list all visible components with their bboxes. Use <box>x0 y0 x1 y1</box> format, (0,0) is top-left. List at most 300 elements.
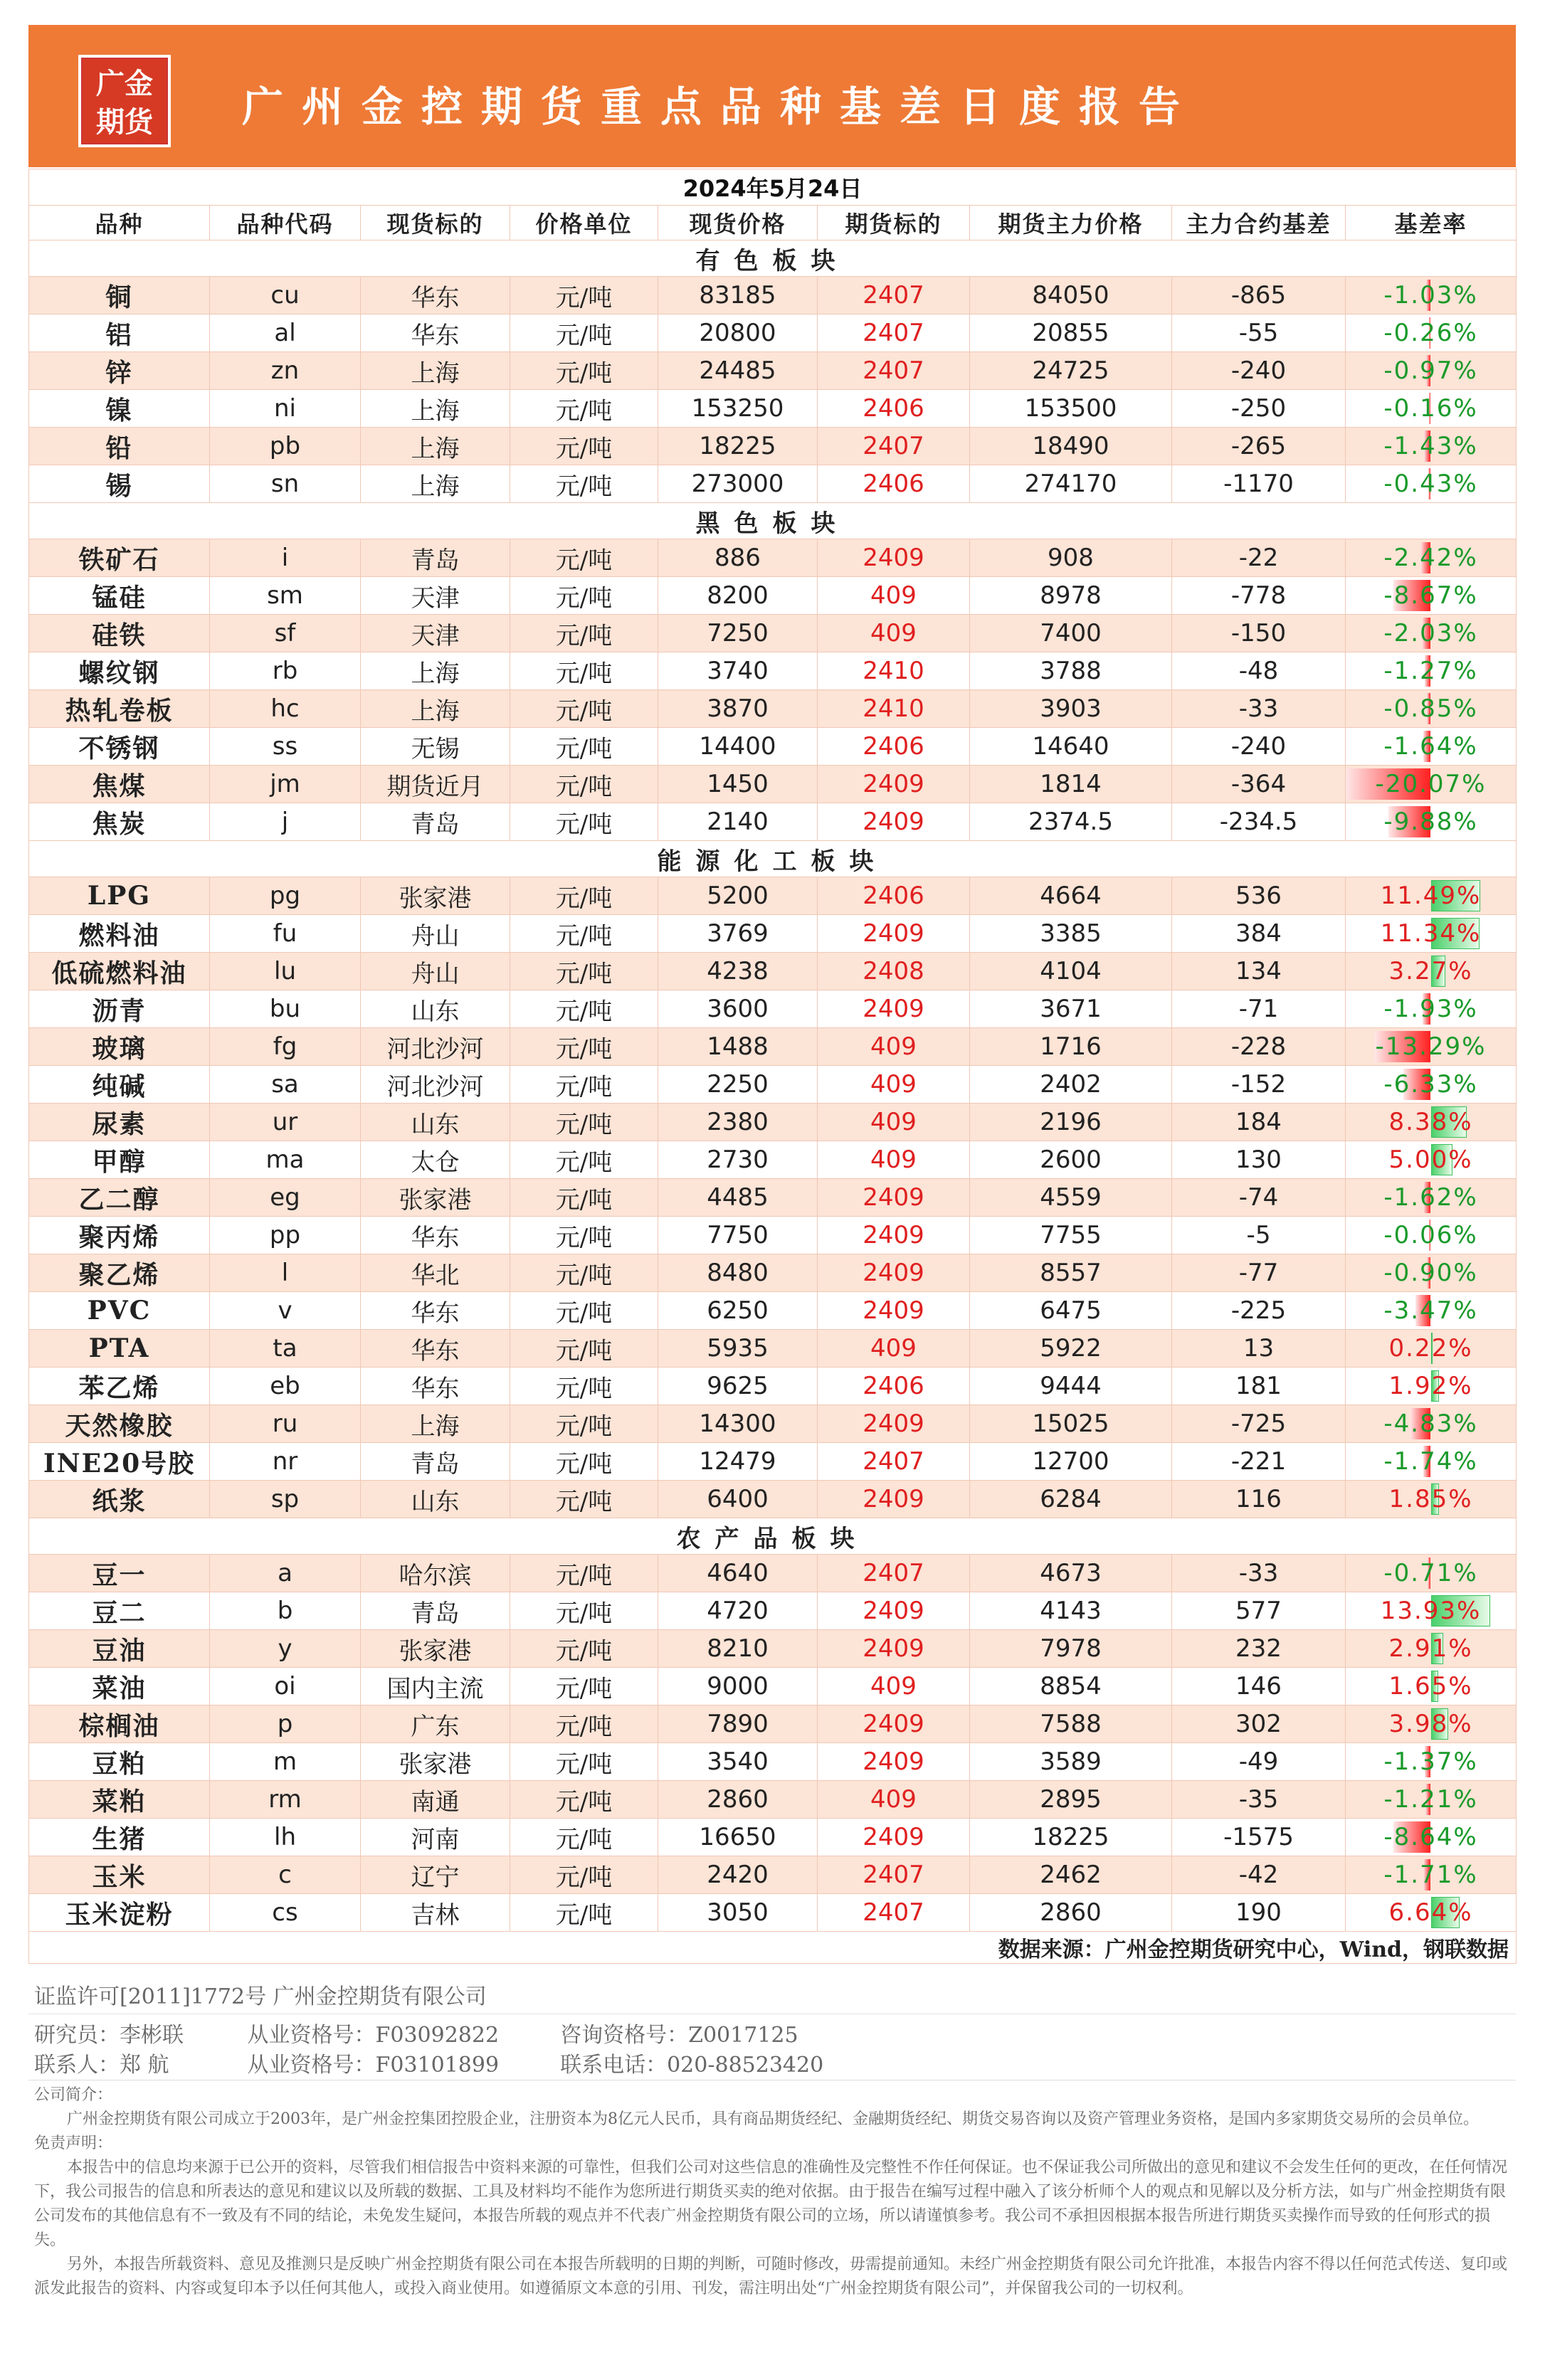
futures-price: 4673 <box>970 1555 1172 1592</box>
spot-price: 14300 <box>658 1405 818 1443</box>
futures-contract: 2409 <box>818 1254 970 1292</box>
basis-rate-text: 11.34% <box>1380 919 1482 948</box>
futures-price: 4559 <box>970 1179 1172 1217</box>
price-unit: 元/吨 <box>510 915 658 953</box>
spot-price: 153250 <box>658 390 818 428</box>
price-unit: 元/吨 <box>510 1330 658 1368</box>
basis-value: -1575 <box>1172 1819 1346 1856</box>
commodity-name: 豆一 <box>29 1555 210 1592</box>
spot-price: 18225 <box>658 428 818 465</box>
commodity-code: bu <box>210 990 361 1028</box>
commodity-name: 生猪 <box>29 1819 210 1856</box>
spot-price: 83185 <box>658 277 818 314</box>
commodity-code: lu <box>210 953 361 990</box>
logo-line-1: 广金 <box>96 67 153 100</box>
basis-rate-text: 3.98% <box>1388 1710 1473 1738</box>
spot-price: 4238 <box>658 953 818 990</box>
futures-contract: 409 <box>818 615 970 652</box>
researcher-qualification: 从业资格号：F03092822 <box>247 2023 500 2048</box>
spot-location: 舟山 <box>361 915 510 953</box>
spot-price: 4485 <box>658 1179 818 1217</box>
table-row <box>29 465 1517 503</box>
futures-contract: 2406 <box>818 390 970 428</box>
commodity-name: 天然橡胶 <box>29 1405 210 1443</box>
futures-contract: 2406 <box>818 465 970 503</box>
basis-rate <box>1346 1705 1517 1743</box>
futures-price: 2462 <box>970 1856 1172 1894</box>
spot-location: 华东 <box>361 277 510 314</box>
commodity-name: LPG <box>29 877 210 915</box>
commodity-code: p <box>210 1705 361 1743</box>
license-line: 证监许可[2011]1772号 广州金控期货有限公司 <box>28 1980 1516 2014</box>
basis-value: -42 <box>1172 1856 1346 1894</box>
basis-rate <box>1346 615 1517 652</box>
disclaimer-title: 免责声明： <box>34 2135 113 2152</box>
table-row <box>29 1856 1517 1894</box>
basis-value: -48 <box>1172 652 1346 690</box>
basis-value: -221 <box>1172 1443 1346 1481</box>
futures-contract: 409 <box>818 1104 970 1141</box>
spot-price: 1450 <box>658 766 818 803</box>
futures-price: 4104 <box>970 953 1172 990</box>
basis-rate-text: -1.21% <box>1383 1785 1478 1814</box>
basis-value: -49 <box>1172 1743 1346 1781</box>
basis-value: -228 <box>1172 1028 1346 1066</box>
basis-rate-text: -20.07% <box>1375 770 1487 798</box>
basis-value: 536 <box>1172 877 1346 915</box>
spot-price: 20800 <box>658 314 818 352</box>
basis-rate <box>1346 1028 1517 1066</box>
commodity-code: nr <box>210 1443 361 1481</box>
basis-rate <box>1346 1630 1517 1668</box>
column-header: 现货标的 <box>361 206 510 240</box>
table-row <box>29 1592 1517 1630</box>
futures-contract: 409 <box>818 577 970 615</box>
column-header: 品种代码 <box>210 206 361 240</box>
basis-value: 134 <box>1172 953 1346 990</box>
futures-contract: 409 <box>818 1781 970 1819</box>
futures-contract: 409 <box>818 1141 970 1179</box>
spot-location: 华东 <box>361 1292 510 1330</box>
commodity-name: 焦炭 <box>29 803 210 841</box>
table-row <box>29 1555 1517 1592</box>
futures-contract: 2409 <box>818 1405 970 1443</box>
basis-rate-text: -1.64% <box>1383 732 1478 761</box>
basis-value: 577 <box>1172 1592 1346 1630</box>
spot-price: 2140 <box>658 803 818 841</box>
commodity-name: 菜油 <box>29 1668 210 1705</box>
price-unit: 元/吨 <box>510 615 658 652</box>
futures-price: 274170 <box>970 465 1172 503</box>
futures-price: 20855 <box>970 314 1172 352</box>
basis-rate <box>1346 465 1517 503</box>
basis-rate <box>1346 652 1517 690</box>
futures-contract: 2407 <box>818 1443 970 1481</box>
spot-price: 8200 <box>658 577 818 615</box>
spot-location: 华东 <box>361 1217 510 1254</box>
futures-contract: 2409 <box>818 1705 970 1743</box>
basis-rate <box>1346 1066 1517 1104</box>
futures-price: 7978 <box>970 1630 1172 1668</box>
basis-rate <box>1346 1781 1517 1819</box>
price-unit: 元/吨 <box>510 1555 658 1592</box>
futures-price: 4143 <box>970 1592 1172 1630</box>
futures-price: 3385 <box>970 915 1172 953</box>
spot-location: 青岛 <box>361 539 510 577</box>
commodity-name: 沥青 <box>29 990 210 1028</box>
table-row <box>29 1630 1517 1668</box>
futures-contract: 2410 <box>818 652 970 690</box>
basis-rate-text: 6.64% <box>1388 1898 1473 1927</box>
commodity-code: eb <box>210 1368 361 1405</box>
basis-rate-text: -0.85% <box>1383 694 1478 723</box>
commodity-code: ta <box>210 1330 361 1368</box>
spot-price: 7750 <box>658 1217 818 1254</box>
price-unit: 元/吨 <box>510 1254 658 1292</box>
table-row <box>29 352 1517 390</box>
spot-location: 华北 <box>361 1254 510 1292</box>
commodity-code: jm <box>210 766 361 803</box>
basis-rate <box>1346 728 1517 766</box>
table-row <box>29 1179 1517 1217</box>
basis-rate-text: 3.27% <box>1388 957 1473 985</box>
futures-contract: 2406 <box>818 1368 970 1405</box>
column-header: 基差率 <box>1346 206 1517 240</box>
spot-location: 华东 <box>361 1368 510 1405</box>
spot-price: 3050 <box>658 1894 818 1932</box>
basis-rate-text: -0.71% <box>1383 1559 1478 1587</box>
spot-price: 6400 <box>658 1481 818 1518</box>
basis-rate <box>1346 990 1517 1028</box>
table-row <box>29 1405 1517 1443</box>
basis-rate <box>1346 953 1517 990</box>
commodity-name: 热轧卷板 <box>29 690 210 728</box>
price-unit: 元/吨 <box>510 277 658 314</box>
commodity-code: pp <box>210 1217 361 1254</box>
contact-qualification: 从业资格号：F03101899 <box>247 2053 500 2078</box>
spot-price: 2380 <box>658 1104 818 1141</box>
basis-rate-text: -0.26% <box>1383 319 1478 347</box>
price-unit: 元/吨 <box>510 428 658 465</box>
table-row <box>29 1894 1517 1932</box>
table-row <box>29 1368 1517 1405</box>
futures-contract: 2407 <box>818 1555 970 1592</box>
futures-price: 2895 <box>970 1781 1172 1819</box>
spot-location: 上海 <box>361 652 510 690</box>
futures-contract: 409 <box>818 1028 970 1066</box>
basis-rate <box>1346 803 1517 841</box>
commodity-code: ur <box>210 1104 361 1141</box>
researcher-consult-number: 咨询资格号：Z0017125 <box>560 2023 798 2048</box>
futures-contract: 2407 <box>818 352 970 390</box>
basis-rate <box>1346 1856 1517 1894</box>
basis-rate <box>1346 1217 1517 1254</box>
basis-rate-text: 5.00% <box>1388 1146 1473 1174</box>
commodity-code: rm <box>210 1781 361 1819</box>
disclaimer-paragraph-1: 本报告中的信息均来源于已公开的资料，尽管我们相信报告中资料来源的可靠性，但我们公司对这些信息的准确性及完整性不作任何保证。也不保证我公司所做出的意见和建议不会发生任何的更改，在任何情况下，我公司报告的信息和所表达的意见和建议以及所载的数据、工具及材料均不能作为您所进行期货买卖的绝对依据。由于报告在编写过程中融入了该分析师个人的观点和见解以及分析方法，如与广州金控期货有限公司发布的其他信息有不一致及有不同的结论，未免发生疑问，本报告所载的观点并不代表广州金控期货有限公司的立场，所以请谨慎参考。我公司不承担因根据本报告所进行期货买卖操作而导致的任何形式的损失。 <box>34 2159 1508 2249</box>
futures-contract: 2409 <box>818 1743 970 1781</box>
commodity-name: 聚乙烯 <box>29 1254 210 1292</box>
commodity-code: ni <box>210 390 361 428</box>
basis-value: -225 <box>1172 1292 1346 1330</box>
table-row <box>29 1292 1517 1330</box>
price-unit: 元/吨 <box>510 390 658 428</box>
commodity-name: 玉米 <box>29 1856 210 1894</box>
basis-value: -1170 <box>1172 465 1346 503</box>
futures-contract: 409 <box>818 1066 970 1104</box>
basis-value: -33 <box>1172 690 1346 728</box>
spot-location: 河北沙河 <box>361 1028 510 1066</box>
futures-price: 7400 <box>970 615 1172 652</box>
futures-contract: 2410 <box>818 690 970 728</box>
basis-rate <box>1346 1141 1517 1179</box>
price-unit: 元/吨 <box>510 766 658 803</box>
spot-price: 6250 <box>658 1292 818 1330</box>
basis-rate <box>1346 915 1517 953</box>
price-unit: 元/吨 <box>510 465 658 503</box>
spot-location: 河北沙河 <box>361 1066 510 1104</box>
spot-price: 2250 <box>658 1066 818 1104</box>
futures-price: 2860 <box>970 1894 1172 1932</box>
basis-rate <box>1346 1555 1517 1592</box>
commodity-code: sm <box>210 577 361 615</box>
basis-rate <box>1346 1668 1517 1705</box>
spot-price: 3540 <box>658 1743 818 1781</box>
basis-value: 130 <box>1172 1141 1346 1179</box>
spot-price: 4720 <box>658 1592 818 1630</box>
basis-value: -778 <box>1172 577 1346 615</box>
price-unit: 元/吨 <box>510 1368 658 1405</box>
commodity-name: 纯碱 <box>29 1066 210 1104</box>
basis-rate-text: -13.29% <box>1375 1032 1487 1061</box>
spot-location: 青岛 <box>361 803 510 841</box>
section-title: 农产品板块 <box>29 1518 1517 1555</box>
spot-price: 273000 <box>658 465 818 503</box>
basis-rate-text: 1.85% <box>1388 1485 1473 1513</box>
commodity-code: sa <box>210 1066 361 1104</box>
table-row <box>29 1066 1517 1104</box>
basis-value: 13 <box>1172 1330 1346 1368</box>
commodity-name: 低硫燃料油 <box>29 953 210 990</box>
futures-price: 8854 <box>970 1668 1172 1705</box>
commodity-code: fg <box>210 1028 361 1066</box>
basis-rate-text: -4.83% <box>1383 1410 1478 1438</box>
commodity-code: fu <box>210 915 361 953</box>
price-unit: 元/吨 <box>510 1592 658 1630</box>
table-row <box>29 1819 1517 1856</box>
spot-location: 河南 <box>361 1819 510 1856</box>
commodity-name: 棕榈油 <box>29 1705 210 1743</box>
logo-line-2: 期货 <box>96 105 153 139</box>
commodity-code: y <box>210 1630 361 1668</box>
basis-rate <box>1346 428 1517 465</box>
basis-rate <box>1346 577 1517 615</box>
spot-location: 舟山 <box>361 953 510 990</box>
commodity-code: al <box>210 314 361 352</box>
futures-price: 15025 <box>970 1405 1172 1443</box>
futures-contract: 2409 <box>818 1292 970 1330</box>
price-unit: 元/吨 <box>510 1028 658 1066</box>
table-row <box>29 1028 1517 1066</box>
basis-value: -865 <box>1172 277 1346 314</box>
basis-rate-text: 11.49% <box>1380 882 1482 910</box>
commodity-code: rb <box>210 652 361 690</box>
column-header: 期货主力价格 <box>970 206 1172 240</box>
futures-price: 1814 <box>970 766 1172 803</box>
commodity-code: a <box>210 1555 361 1592</box>
price-unit: 元/吨 <box>510 990 658 1028</box>
commodity-name: 玉米淀粉 <box>29 1894 210 1932</box>
basis-rate-text: 0.22% <box>1388 1334 1473 1363</box>
contact-phone: 联系电话：020-88523420 <box>560 2053 824 2078</box>
basis-rate <box>1346 1894 1517 1932</box>
table-row <box>29 615 1517 652</box>
basis-value: 116 <box>1172 1481 1346 1518</box>
commodity-name: 尿素 <box>29 1104 210 1141</box>
basis-value: -240 <box>1172 728 1346 766</box>
section-title: 能源化工板块 <box>29 841 1517 877</box>
futures-contract: 2407 <box>818 428 970 465</box>
basis-value: 181 <box>1172 1368 1346 1405</box>
contact-name: 联系人：郑 航 <box>34 2053 169 2078</box>
researcher-name: 研究员：李彬联 <box>34 2023 184 2048</box>
spot-price: 12479 <box>658 1443 818 1481</box>
spot-location: 无锡 <box>361 728 510 766</box>
commodity-code: zn <box>210 352 361 390</box>
table-row <box>29 1481 1517 1518</box>
basis-value: -250 <box>1172 390 1346 428</box>
spot-location: 太仓 <box>361 1141 510 1179</box>
column-header: 价格单位 <box>510 206 658 240</box>
futures-price: 5922 <box>970 1330 1172 1368</box>
futures-price: 3903 <box>970 690 1172 728</box>
commodity-code: sp <box>210 1481 361 1518</box>
price-unit: 元/吨 <box>510 314 658 352</box>
futures-price: 8557 <box>970 1254 1172 1292</box>
table-row <box>29 877 1517 915</box>
spot-price: 3600 <box>658 990 818 1028</box>
commodity-code: pg <box>210 877 361 915</box>
futures-contract: 2409 <box>818 1592 970 1630</box>
spot-price: 5200 <box>658 877 818 915</box>
table-row <box>29 1330 1517 1368</box>
spot-price: 2730 <box>658 1141 818 1179</box>
futures-price: 24725 <box>970 352 1172 390</box>
futures-price: 9444 <box>970 1368 1172 1405</box>
spot-location: 哈尔滨 <box>361 1555 510 1592</box>
basis-rate <box>1346 1179 1517 1217</box>
futures-price: 12700 <box>970 1443 1172 1481</box>
data-source: 数据来源：广州金控期货研究中心，Wind，钢联数据 <box>29 1932 1517 1964</box>
price-unit: 元/吨 <box>510 1141 658 1179</box>
commodity-name: 豆油 <box>29 1630 210 1668</box>
basis-rate-text: -8.64% <box>1383 1823 1478 1851</box>
commodity-name: 不锈钢 <box>29 728 210 766</box>
commodity-code: eg <box>210 1179 361 1217</box>
table-row <box>29 390 1517 428</box>
commodity-name: PVC <box>29 1292 210 1330</box>
basis-rate-text: -2.03% <box>1383 619 1478 647</box>
section-title: 有色板块 <box>29 240 1517 277</box>
basis-rate <box>1346 352 1517 390</box>
commodity-code: v <box>210 1292 361 1330</box>
table-row <box>29 314 1517 352</box>
spot-price: 2860 <box>658 1781 818 1819</box>
commodity-name: 铁矿石 <box>29 539 210 577</box>
futures-contract: 409 <box>818 1668 970 1705</box>
commodity-name: 乙二醇 <box>29 1179 210 1217</box>
basis-rate-text: -1.03% <box>1383 281 1478 310</box>
table-row <box>29 1443 1517 1481</box>
commodity-name: 锰硅 <box>29 577 210 615</box>
spot-price: 8480 <box>658 1254 818 1292</box>
basis-rate <box>1346 1368 1517 1405</box>
price-unit: 元/吨 <box>510 1405 658 1443</box>
futures-price: 7755 <box>970 1217 1172 1254</box>
price-unit: 元/吨 <box>510 1743 658 1781</box>
column-header: 期货标的 <box>818 206 970 240</box>
basis-rate <box>1346 539 1517 577</box>
spot-price: 7250 <box>658 615 818 652</box>
price-unit: 元/吨 <box>510 1217 658 1254</box>
commodity-name: 硅铁 <box>29 615 210 652</box>
futures-price: 8978 <box>970 577 1172 615</box>
commodity-name: 铅 <box>29 428 210 465</box>
commodity-code: ru <box>210 1405 361 1443</box>
basis-rate <box>1346 1592 1517 1630</box>
table-row <box>29 915 1517 953</box>
commodity-name: 纸浆 <box>29 1481 210 1518</box>
basis-rate-text: -0.16% <box>1383 394 1478 423</box>
spot-price: 9000 <box>658 1668 818 1705</box>
table-row <box>29 1217 1517 1254</box>
table-row <box>29 577 1517 615</box>
table-row <box>29 1668 1517 1705</box>
futures-price: 2600 <box>970 1141 1172 1179</box>
basis-rate-text: 13.93% <box>1380 1597 1482 1625</box>
futures-price: 3671 <box>970 990 1172 1028</box>
futures-contract: 2409 <box>818 1819 970 1856</box>
spot-location: 辽宁 <box>361 1856 510 1894</box>
basis-value: -234.5 <box>1172 803 1346 841</box>
report-date: 2024年5月24日 <box>29 169 1517 206</box>
futures-price: 14640 <box>970 728 1172 766</box>
spot-location: 国内主流 <box>361 1668 510 1705</box>
futures-price: 4664 <box>970 877 1172 915</box>
table-row <box>29 1141 1517 1179</box>
table-row <box>29 1104 1517 1141</box>
spot-price: 16650 <box>658 1819 818 1856</box>
basis-value: -364 <box>1172 766 1346 803</box>
basis-rate-text: 8.38% <box>1388 1108 1473 1136</box>
table-row <box>29 766 1517 803</box>
basis-value: -152 <box>1172 1066 1346 1104</box>
basis-value: -77 <box>1172 1254 1346 1292</box>
commodity-code: pb <box>210 428 361 465</box>
table-row <box>29 428 1517 465</box>
futures-contract: 409 <box>818 1330 970 1368</box>
basis-rate <box>1346 1743 1517 1781</box>
commodity-code: i <box>210 539 361 577</box>
basis-rate <box>1346 766 1517 803</box>
basis-value: 384 <box>1172 915 1346 953</box>
commodity-name: 豆粕 <box>29 1743 210 1781</box>
commodity-name: 聚丙烯 <box>29 1217 210 1254</box>
basis-rate <box>1346 277 1517 314</box>
futures-contract: 2406 <box>818 877 970 915</box>
spot-location: 天津 <box>361 577 510 615</box>
column-header: 现货价格 <box>658 206 818 240</box>
